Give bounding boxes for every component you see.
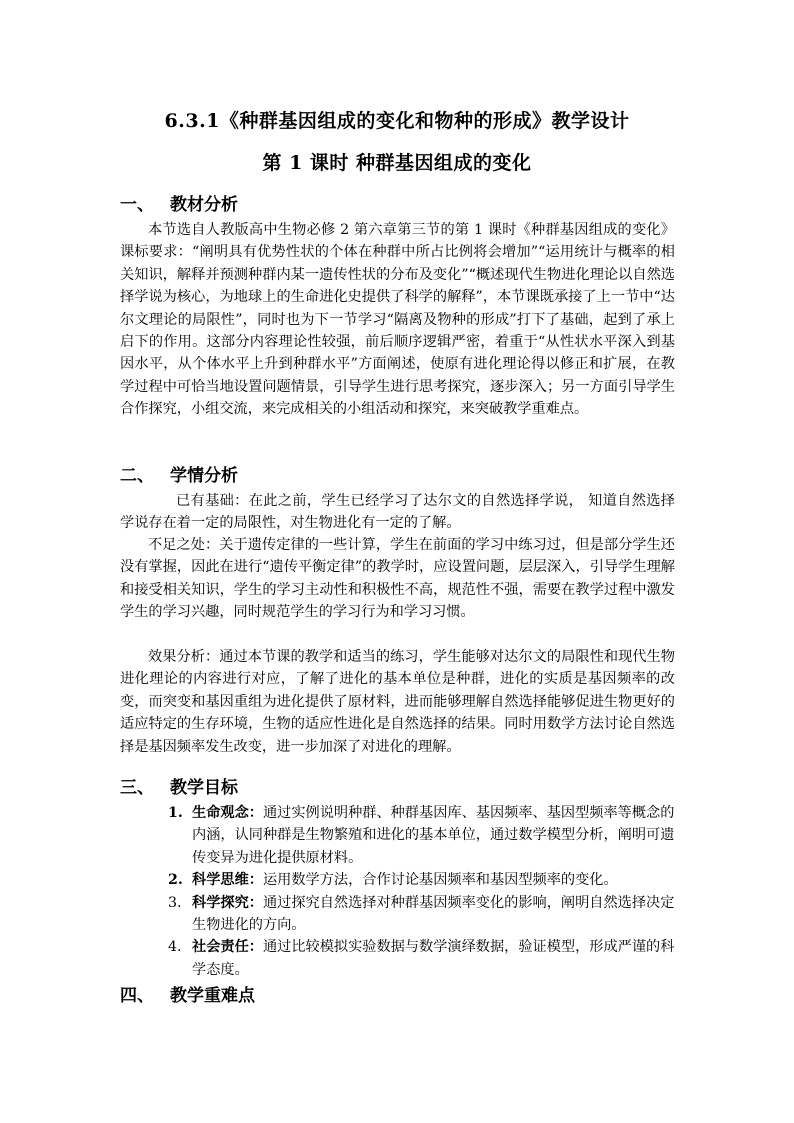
paragraph-effect-analysis: 效果分析：通过本节课的教学和适当的练习，学生能够对达尔文的局限性和现代生物进化理论的内容进行对应，了解了进化的基本单位是种群，进化的实质是基因频率的改变，而突变和基因重组为进化提供了原材料，进而能够理解自然选择能够促进生物更好的适应特定的生存环境，生物的适应性进化是自然选择的结果。同时用数学方法讨论自然选择是基因频率发生改变，进一步加深了对进化的理解。: [120, 649, 675, 755]
goal-text: 通过实例说明种群、种群基因库、基因频率、基因型频率等概念的内涵，认同种群是生物繁殖和进化的基本单位，通过数学模型分析，阐明可遗传变异为进化提供原材料。: [192, 805, 675, 866]
section-heading-1: [120, 190, 238, 215]
section-number: 三、: [120, 778, 154, 798]
goal-number: 3.: [168, 894, 182, 911]
section-title: 教材分析: [170, 195, 238, 215]
goal-item: [168, 869, 678, 891]
section-heading-2: [120, 461, 238, 486]
goal-keyword: 科学思维：: [192, 872, 263, 889]
paragraph-textbook-analysis: 本节选自人教版高中生物必修 2 第六章第三节的第 1 课时《种群基因组成的变化》 课标要求：“阐明具有优势性状的个体在种群中所占比例将会增加”“运用统计与概率的相关知识，解释并预测种群内某一遗传性状的分布及变化”“概述现代生物进化理论以自然选择学说为核心，为地球上的生命进化史提供了科学的解释”，本节课既承接了上一节中“达尔文理论的局限性”，同时也为下一节学习“隔离及物种的形成”打下了基础，起到了承上启下的作用。这部分内容理论性较强，前后顺序逻辑严密，着重于“从性状水平深入到基因水平，从个体水平上升到种群水平”方面阐述，使原有进化理论得以修正和扩展，在教学过程中可恰当地设置问题情景，引导学生进行思考探究，逐步深入；另一方面引导学生合作探究，小组交流，来完成相关的小组活动和探究，来突破教学重难点。: [120, 222, 675, 418]
document-title: 6.3.1《种群基因组成的变化和物种的形成》教学设计: [164, 110, 630, 132]
section-number: 二、: [120, 466, 154, 486]
goal-keyword: 社会责任：: [192, 939, 263, 956]
section-title: 教学目标: [170, 778, 238, 798]
paragraph-shortcomings: 不足之处：关于遗传定律的一些计算，学生在前面的学习中练习过，但是部分学生还没有掌握，因此在进行“遗传平衡定律”的教学时，应设置问题，层层深入，引导学生理解和接受相关知识，学生的学习主动性和积极性不高，规范性不强，需要在教学过程中激发学生的学习兴趣，同时规范学生的学习行为和学习习惯。: [120, 537, 675, 621]
goal-text: 通过探究自然选择对种群基因频率变化的影响，阐明自然选择决定生物进化的方向。: [192, 894, 675, 934]
section-title: 学情分析: [170, 466, 238, 486]
paragraph-existing-basis: 已有基础：在此之前，学生已经学习了达尔文的自然选择学说， 知道自然选择学说存在着一定的局限性，对生物进化有一定的了解。: [120, 493, 675, 532]
section-title: 教学重难点: [170, 986, 255, 1006]
goal-keyword: 生命观念：: [192, 805, 263, 821]
teaching-goals-list: [168, 802, 678, 981]
section-heading-4: [120, 981, 255, 1006]
goal-item: [168, 892, 678, 937]
goal-item: [168, 802, 678, 869]
section-number: 四、: [120, 986, 154, 1006]
goal-number: 2.: [168, 872, 183, 889]
goal-number: 1.: [168, 805, 183, 821]
goal-text: 运用数学方法，合作讨论基因频率和基因型频率的变化。: [262, 872, 618, 889]
lesson-subtitle: 第 1 课时 种群基因组成的变化: [262, 152, 532, 174]
goal-keyword: 科学探究：: [192, 894, 263, 911]
goal-number: 4.: [168, 939, 182, 956]
section-heading-3: [120, 773, 238, 798]
goal-item: [168, 936, 678, 981]
section-number: 一、: [120, 195, 154, 215]
goal-text: 通过比较模拟实验数据与数学演绎数据，验证模型，形成严谨的科学态度。: [192, 939, 675, 978]
